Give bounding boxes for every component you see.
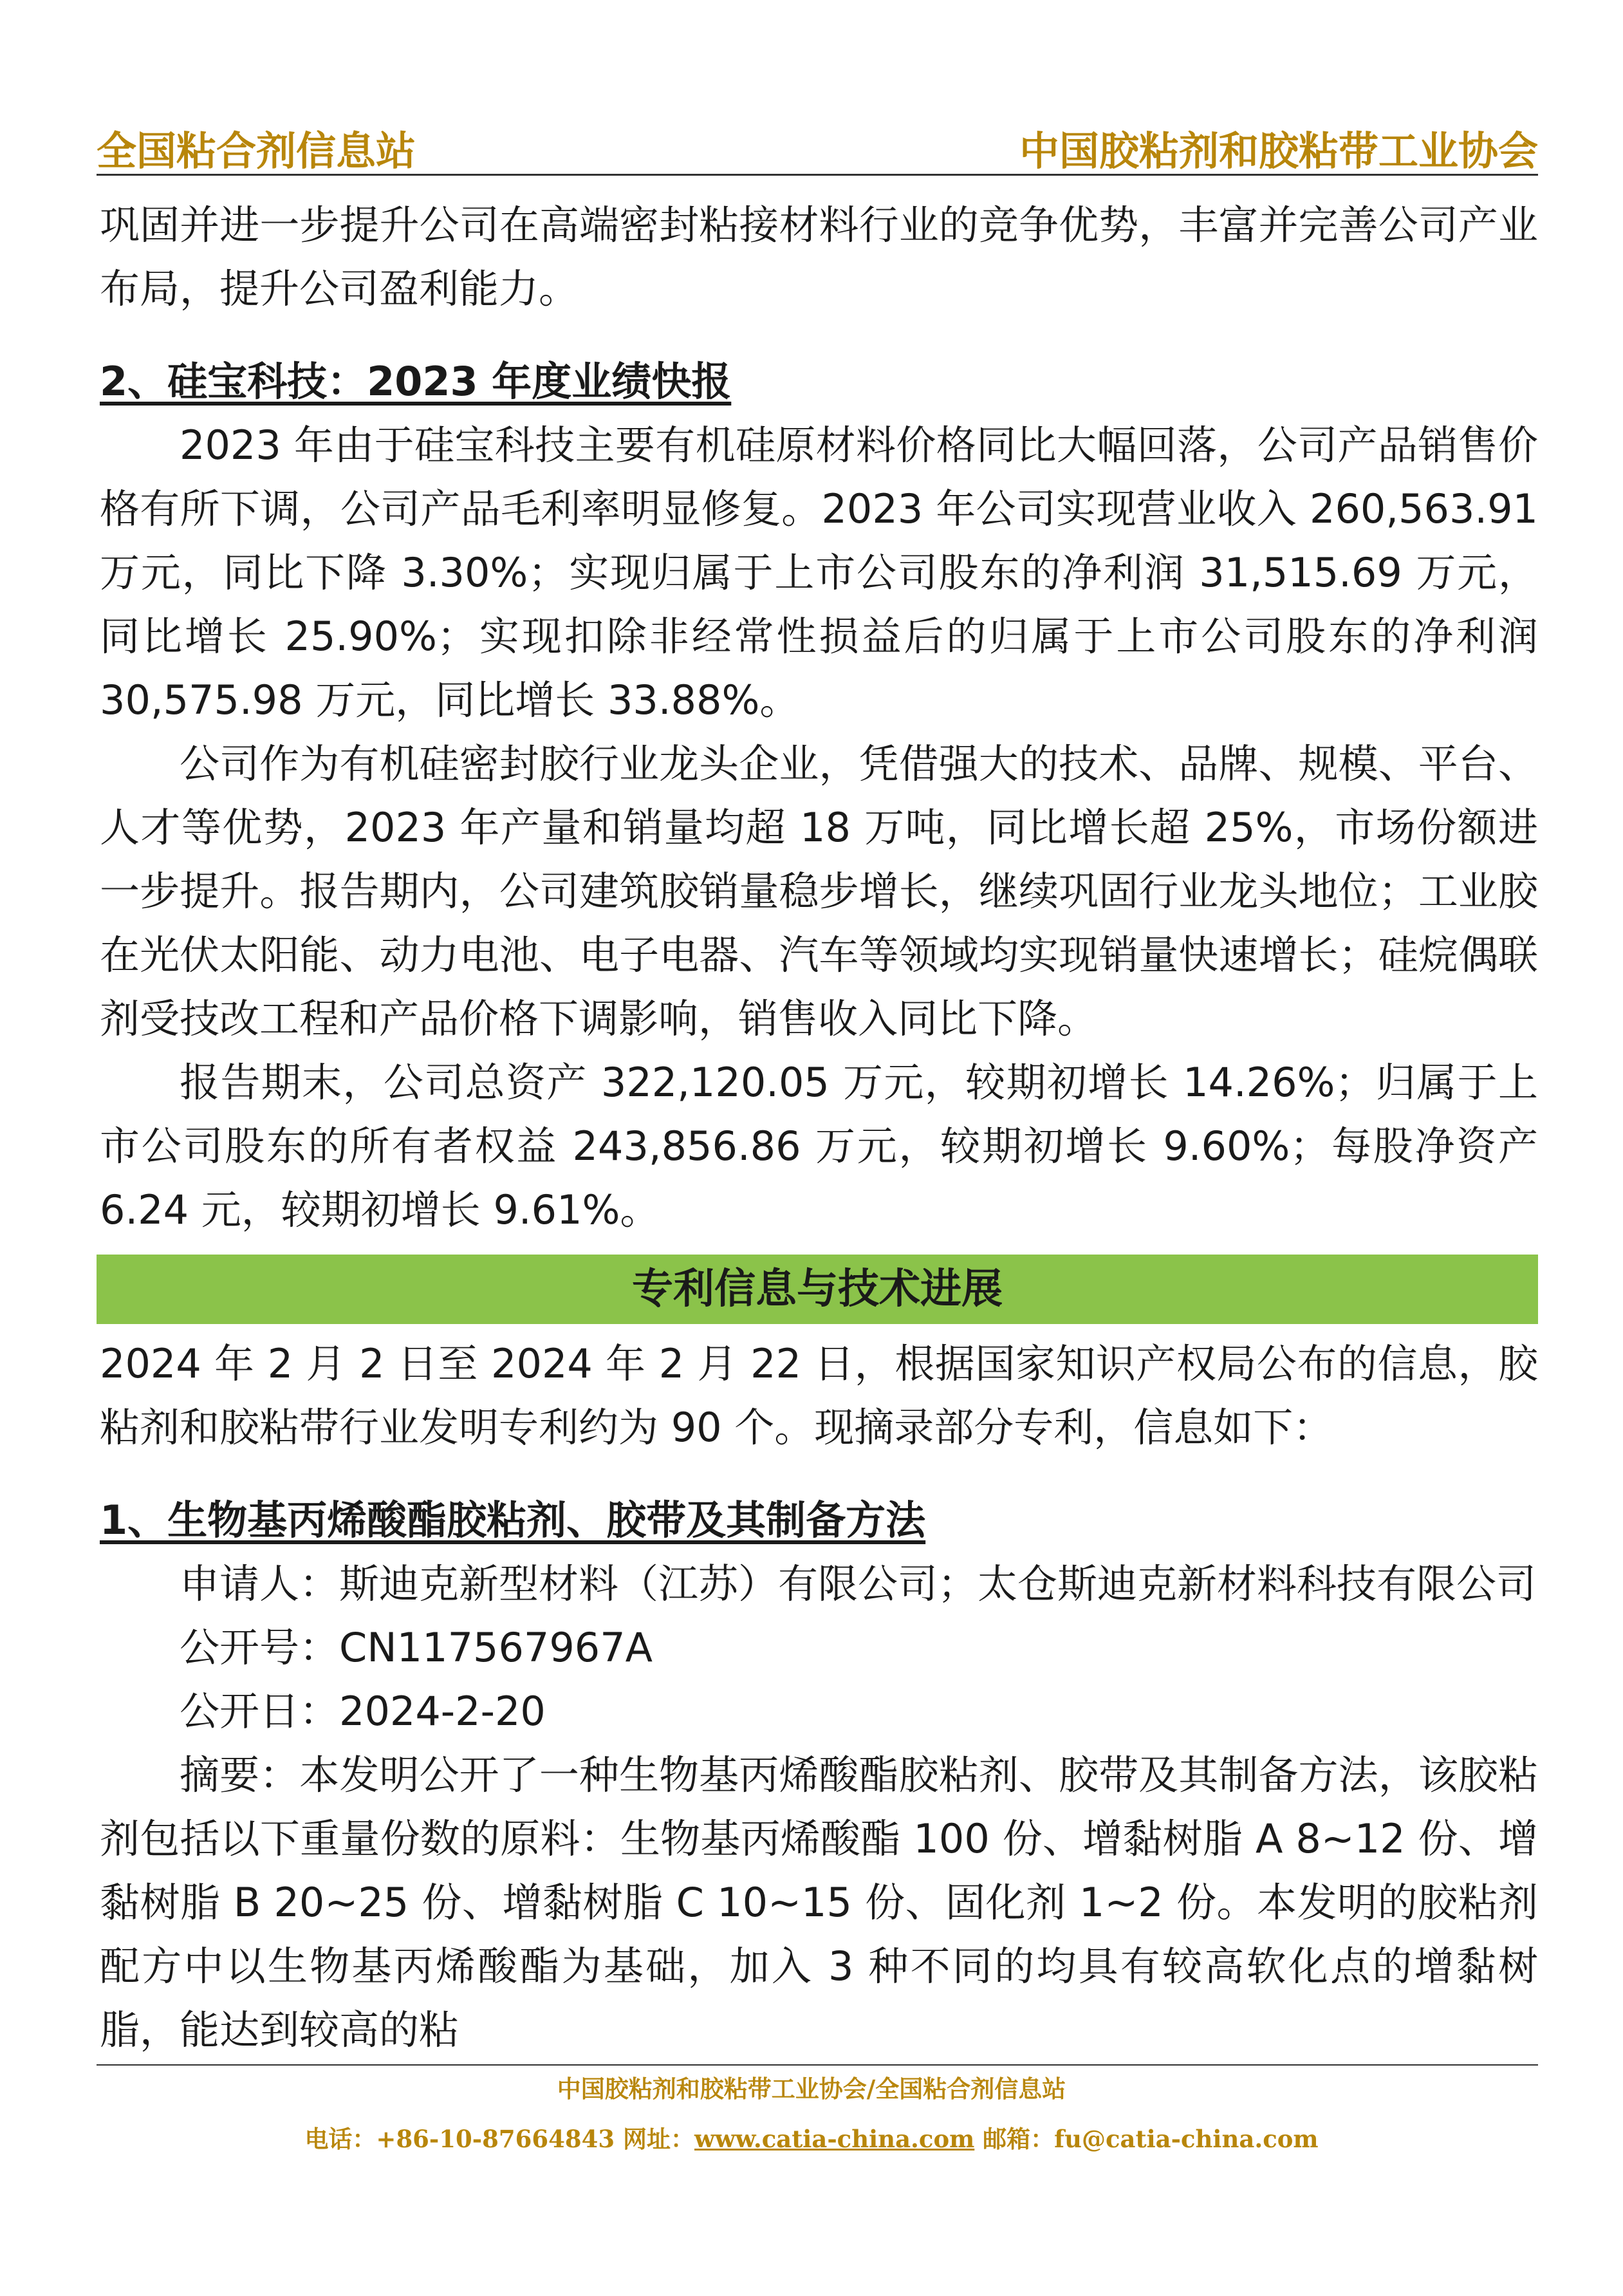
- patent-intro-paragraph: 2024 年 2 月 2 日至 2024 年 2 月 22 日，根据国家知识产权局公布的信息，胶粘剂和胶粘带行业发明专利约为 90 个。现摘录部分专利，信息如下：: [100, 1340, 1538, 1451]
- silicon-paragraph-3: 报告期末，公司总资产 322,120.05 万元，较期初增长 14.26%；归属于上市公司股东的所有者权益 243,856.86 万元，较期初增长 9.60%；每股净资产 6.24 元，较期初增长 9.61%。: [100, 1059, 1538, 1233]
- footer-divider: [97, 2064, 1538, 2066]
- footer-email: 邮箱：fu@catia-china.com: [974, 2125, 1319, 2153]
- patent-publication-date: 公开日：2024-2-20: [180, 1688, 546, 1735]
- footer-website-link[interactable]: www.catia-china.com: [694, 2125, 975, 2153]
- header-divider: [97, 174, 1538, 176]
- footer-contact: [0, 2120, 1623, 2154]
- intro-paragraph: 巩固并进一步提升公司在高端密封粘接材料行业的竞争优势，丰富并完善公司产业布局，提升公司盈利能力。: [100, 201, 1538, 312]
- patent-publication-number: 公开号：CN117567967A: [180, 1624, 653, 1671]
- patent-abstract: 摘要：本发明公开了一种生物基丙烯酸酯胶粘剂、胶带及其制备方法，该胶粘剂包括以下重量份数的原料：生物基丙烯酸酯 100 份、增黏树脂 A 8~12 份、增黏树脂 B 20~25 份、增黏树脂 C 10~15 份、固化剂 1~2 份。本发明的胶粘剂配方中以生物基丙烯酸酯为基础，加入 3 种不同的均具有较高软化点的增黏树脂，能达到较高的粘: [100, 1751, 1538, 2053]
- footer-phone: 电话：+86-10-87664843 网址：: [304, 2125, 694, 2153]
- article-body: [100, 193, 1538, 2062]
- header-site-name: 全国粘合剂信息站: [97, 127, 416, 174]
- silicon-paragraph-2: 公司作为有机硅密封胶行业龙头企业，凭借强大的技术、品牌、规模、平台、人才等优势，2023 年产量和销量均超 18 万吨，同比增长超 25%，市场份额进一步提升。报告期内，公司建筑胶销量稳步增长，继续巩固行业龙头地位；工业胶在光伏太阳能、动力电池、电子电器、汽车等领域均实现销量快速增长；硅烷偶联剂受技改工程和产品价格下调影响，销售收入同比下降。: [100, 740, 1538, 1042]
- silicon-paragraph-1: 2023 年由于硅宝科技主要有机硅原材料价格同比大幅回落，公司产品销售价格有所下调，公司产品毛利率明显修复。2023 年公司实现营业收入 260,563.91 万元，同比下降 3.30%；实现归属于上市公司股东的净利润 31,515.69 万元，同比增长 25.90%；实现扣除非经常性损益后的归属于上市公司股东的净利润 30,575.98 万元，同比增长 33.88%。: [100, 422, 1538, 723]
- header-association-name: 中国胶粘剂和胶粘带工业协会: [1019, 127, 1538, 174]
- page-header: [97, 113, 1538, 174]
- patent-applicant: 申请人：斯迪克新型材料（江苏）有限公司；太仓斯迪克新材料科技有限公司: [180, 1560, 1537, 1607]
- patent-heading-1: 1、生物基丙烯酸酯胶粘剂、胶带及其制备方法: [100, 1497, 926, 1544]
- footer-organization: 中国胶粘剂和胶粘带工业协会/全国粘合剂信息站: [557, 2075, 1066, 2103]
- section-banner-patents: 专利信息与技术进展: [97, 1255, 1538, 1324]
- section-heading-silicon: 2、硅宝科技：2023 年度业绩快报: [100, 358, 732, 405]
